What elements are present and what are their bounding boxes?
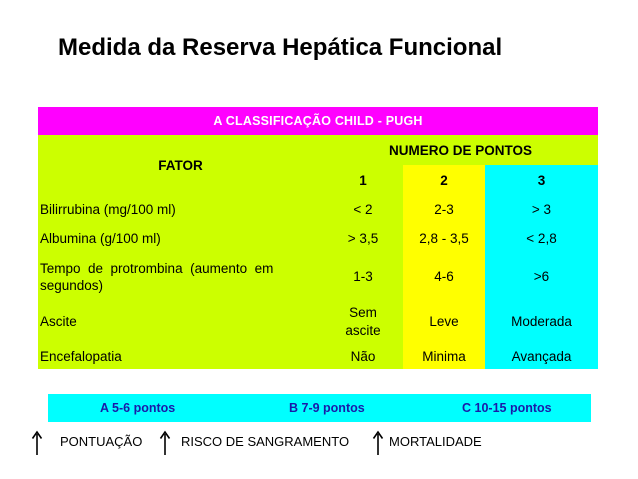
factor-cell: Bilirrubina (mg/100 ml): [38, 195, 323, 224]
point-cell-3: Moderada: [485, 300, 598, 343]
point-col-2: 2: [403, 165, 485, 195]
table-caption: A CLASSIFICAÇÃO CHILD - PUGH: [38, 107, 598, 135]
factor-cell: Ascite: [38, 300, 323, 343]
point-cell-2: Minima: [403, 343, 485, 369]
point-cell-3: < 2,8: [485, 224, 598, 253]
point-cell-3: Avançada: [485, 343, 598, 369]
point-col-3: 3: [485, 165, 598, 195]
legend-mortalidade: MORTALIDADE: [389, 434, 482, 449]
page-title: Medida da Reserva Hepática Funcional: [58, 34, 503, 61]
class-a-label: A 5-6 pontos: [100, 401, 176, 415]
legend-pontuacao: PONTUAÇÃO: [60, 434, 143, 449]
point-cell-3: >6: [485, 253, 598, 300]
point-cell-1: > 3,5: [323, 224, 403, 253]
factor-cell: [38, 253, 323, 300]
factor-header: FATOR: [38, 135, 323, 195]
factor-line-2: segundos): [40, 277, 104, 293]
table-row: [38, 300, 598, 343]
point-cell-1: 1-3: [323, 253, 403, 300]
table-row: [38, 253, 598, 300]
factor-cell: Albumina (g/100 ml): [38, 224, 323, 253]
classification-bar: [48, 394, 591, 422]
child-pugh-table: [38, 107, 598, 369]
table-row: [38, 224, 598, 253]
point-cell-3: > 3: [485, 195, 598, 224]
class-c-label: C 10-15 pontos: [462, 401, 552, 415]
point-line-1: Sem: [349, 304, 377, 320]
point-cell-2: 2-3: [403, 195, 485, 224]
points-header: NUMERO DE PONTOS: [323, 135, 598, 165]
point-cell-1: Não: [323, 343, 403, 369]
point-cell-2: 2,8 - 3,5: [403, 224, 485, 253]
legend-risco-sangramento: RISCO DE SANGRAMENTO: [181, 434, 350, 449]
point-cell-2: Leve: [403, 300, 485, 343]
table-header: [38, 135, 598, 195]
table-row: [38, 343, 598, 369]
factor-cell: Encefalopatia: [38, 343, 323, 369]
class-b-label: B 7-9 pontos: [289, 401, 365, 415]
factor-line-1: Tempo de protrombina (aumento em: [40, 260, 274, 276]
up-arrow-icon: [31, 430, 43, 456]
point-cell-1: [323, 300, 403, 343]
up-arrow-icon: [159, 430, 171, 456]
table-row: [38, 195, 598, 224]
legend: [0, 430, 638, 456]
up-arrow-icon: [372, 430, 384, 456]
point-cell-1: < 2: [323, 195, 403, 224]
point-cell-2: 4-6: [403, 253, 485, 300]
point-line-2: ascite: [345, 322, 381, 338]
point-col-1: 1: [323, 165, 403, 195]
